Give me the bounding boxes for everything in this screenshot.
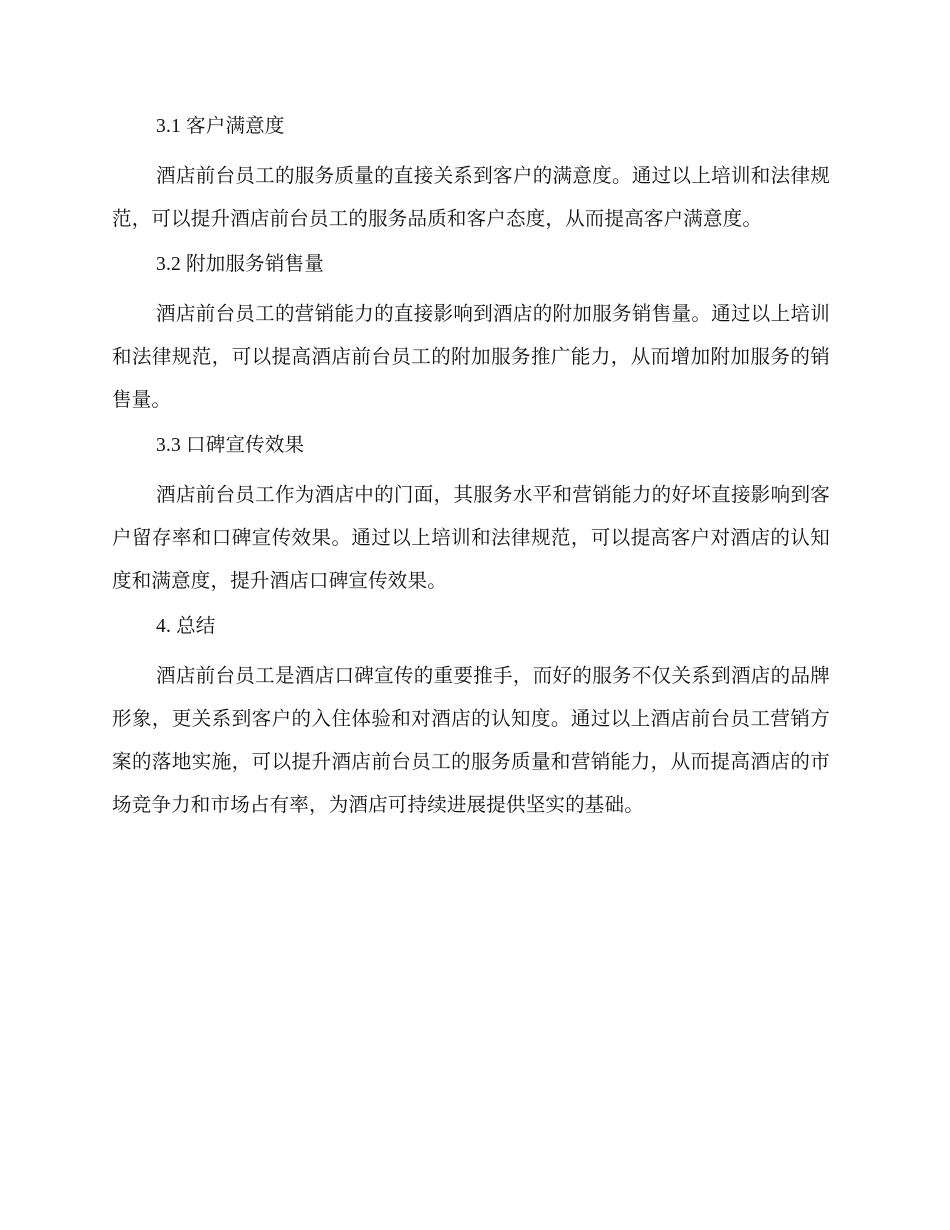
section-3-2 <box>112 246 830 421</box>
section-paragraph: 酒店前台员工的营销能力的直接影响到酒店的附加服务销售量。通过以上培训和法律规范，可以提高酒店前台员工的附加服务推广能力，从而增加附加服务的销售量。 <box>112 302 830 411</box>
section-heading: 3.2 附加服务销售量 <box>156 254 324 275</box>
document-page <box>112 108 830 832</box>
section-paragraph: 酒店前台员工的服务质量的直接关系到客户的满意度。通过以上培训和法律规范，可以提升酒店前台员工的服务品质和客户态度，从而提高客户满意度。 <box>112 164 830 230</box>
section-heading: 3.1 客户满意度 <box>156 116 285 137</box>
section-paragraph: 酒店前台员工是酒店口碑宣传的重要推手，而好的服务不仅关系到酒店的品牌形象，更关系到客户的入住体验和对酒店的认知度。通过以上酒店前台员工营销方案的落地实施，可以提升酒店前台员工的服务质量和营销能力，从而提高酒店的市场竞争力和市场占有率，为酒店可持续进展提供坚实的基础。 <box>112 664 830 816</box>
section-3-3 <box>112 427 830 602</box>
section-heading: 4. 总结 <box>156 616 216 637</box>
section-3-1 <box>112 108 830 240</box>
section-heading: 3.3 口碑宣传效果 <box>156 435 305 456</box>
section-paragraph: 酒店前台员工作为酒店中的门面，其服务水平和营销能力的好坏直接影响到客户留存率和口碑宣传效果。通过以上培训和法律规范，可以提高客户对酒店的认知度和满意度，提升酒店口碑宣传效果。 <box>112 483 830 592</box>
section-4 <box>112 608 830 826</box>
